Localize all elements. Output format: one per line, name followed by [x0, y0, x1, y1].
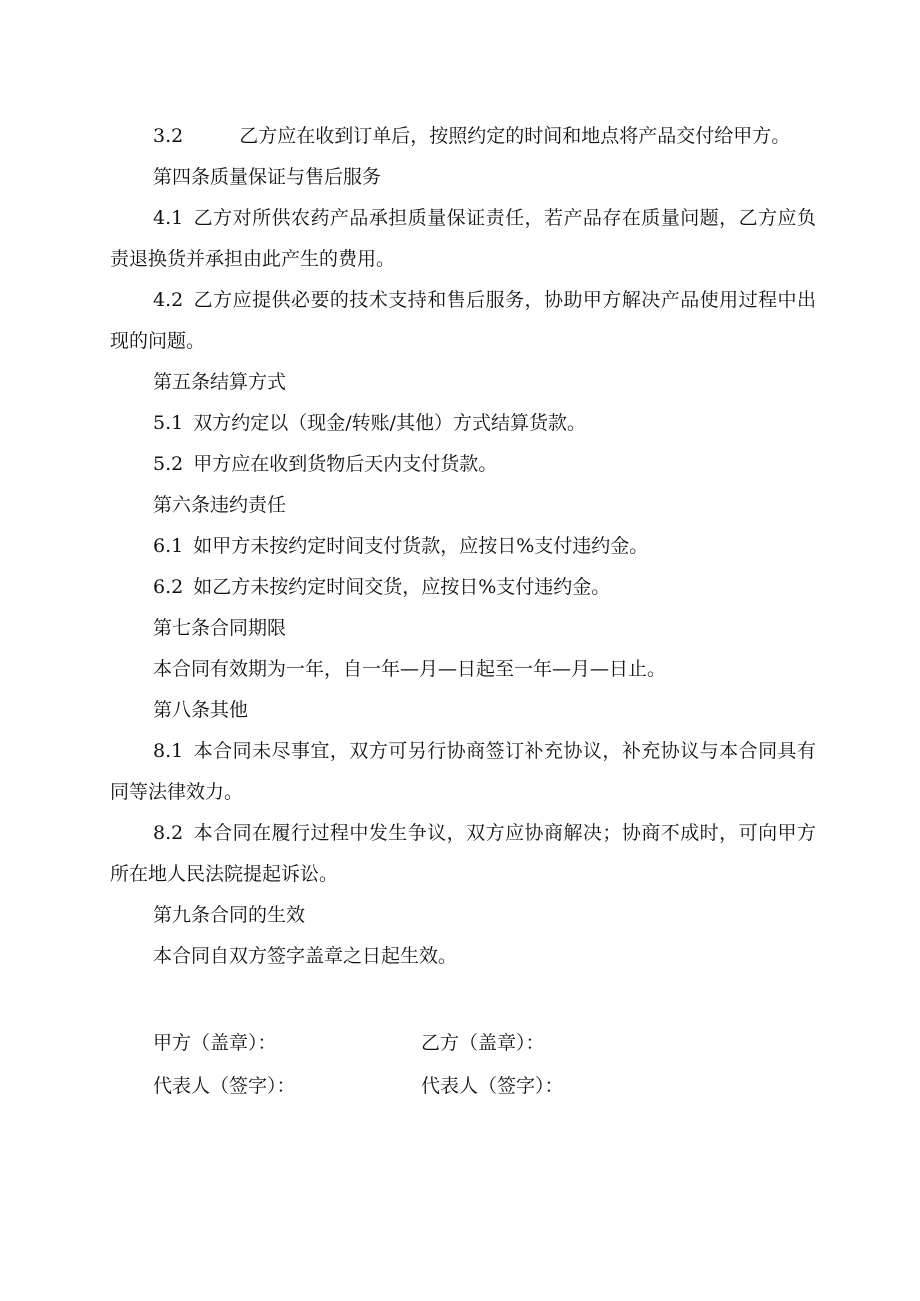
clause-5-2: [110, 444, 816, 485]
article-8-heading: 第八条其他: [153, 699, 249, 721]
signature-block: [110, 1022, 816, 1108]
party-b-seal-label: 乙方（盖章）：: [421, 1032, 545, 1054]
clause-number: 4.1: [153, 207, 184, 229]
clause-number: 4.2: [153, 289, 184, 311]
article-7-heading: 第七条合同期限: [153, 617, 287, 639]
clause-text: 乙方应提供必要的技术支持和售后服务，协助甲方解决产品使用过程中出现的问题。: [110, 289, 816, 352]
clause-number: 8.2: [153, 822, 184, 844]
clause-text: 如甲方未按约定时间支付货款，应按日%支付违约金。: [193, 535, 649, 557]
clause-text: 乙方对所供农药产品承担质量保证责任，若产品存在质量问题，乙方应负责退换货并承担由此产生的费用。: [110, 207, 816, 270]
clause-text: 本合同未尽事宜，双方可另行协商签订补充协议，补充协议与本合同具有同等法律效力。: [110, 740, 816, 803]
representative-row: [110, 1065, 816, 1108]
clause-6-2: [110, 567, 816, 608]
clause-number: 5.1: [153, 412, 184, 434]
clause-8-1: [110, 731, 816, 813]
party-a-seal-label: 甲方（盖章）：: [153, 1032, 277, 1054]
clause-number: 5.2: [153, 453, 184, 475]
clause-number: 3.2: [153, 125, 184, 147]
article-4-heading: 第四条质量保证与售后服务: [153, 166, 382, 188]
clause-number: 6.1: [153, 535, 184, 557]
article-6-heading: 第六条违约责任: [153, 494, 287, 516]
party-b-rep-label: 代表人（签字）：: [421, 1075, 564, 1097]
clause-text: 乙方应在收到订单后，按照约定的时间和地点将产品交付给甲方。: [239, 125, 791, 147]
contract-body: [110, 0, 816, 1108]
article-9-heading: 第九条合同的生效: [153, 904, 306, 926]
clause-text: 甲方应在收到货物后天内支付货款。: [193, 453, 498, 475]
clause-7-text: 本合同有效期为一年，自一年—月—日起至一年—月—日止。: [153, 658, 667, 680]
clause-5-1: [110, 403, 816, 444]
clause-9-text: 本合同自双方签字盖章之日起生效。: [153, 945, 458, 967]
clause-4-1: [110, 198, 816, 280]
clause-number: 6.2: [153, 576, 184, 598]
clause-4-2: [110, 280, 816, 362]
party-a-rep-label: 代表人（签字）：: [153, 1075, 296, 1097]
clause-8-2: [110, 813, 816, 895]
clause-6-1: [110, 526, 816, 567]
seal-row: [110, 1022, 816, 1065]
clause-text: 本合同在履行过程中发生争议，双方应协商解决；协商不成时，可向甲方所在地人民法院提起诉讼。: [110, 822, 816, 885]
clause-text: 双方约定以（现金/转账/其他）方式结算货款。: [193, 412, 587, 434]
clause-text: 如乙方未按约定时间交货，应按日%支付违约金。: [193, 576, 611, 598]
clause-number: 8.1: [153, 740, 184, 762]
clause-3-2: [110, 116, 816, 157]
article-5-heading: 第五条结算方式: [153, 371, 287, 393]
